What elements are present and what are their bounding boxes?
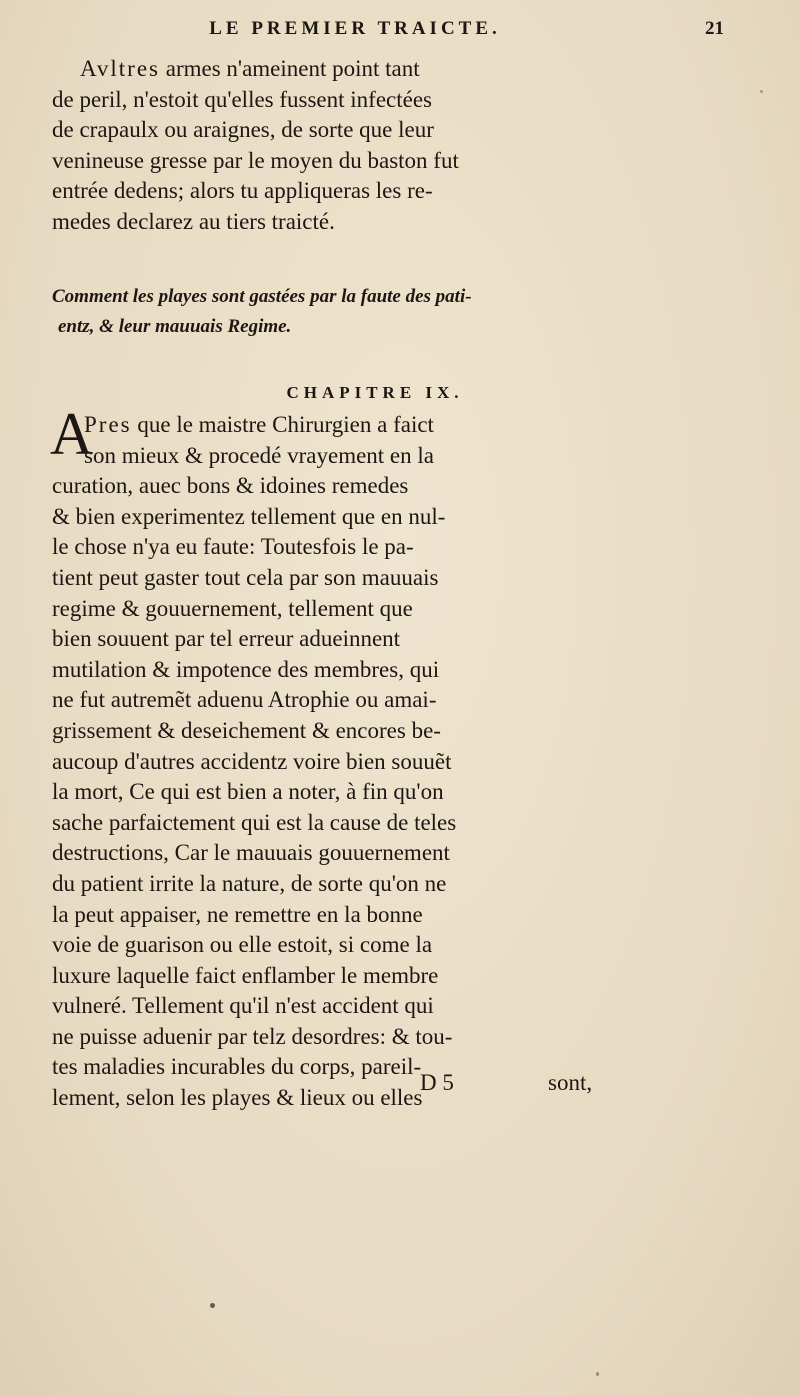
text-line: ne fut autremẽt aduenu Atrophie ou amai- bbox=[52, 687, 437, 713]
section-heading bbox=[52, 282, 622, 342]
text-line: venineuse gresse par le moyen du baston fut bbox=[52, 147, 459, 173]
paper-speck bbox=[760, 90, 763, 93]
line-text: armes n'ameinent point tant bbox=[160, 56, 420, 81]
paper-speck bbox=[596, 1372, 599, 1376]
text-line: sache parfaictement qui est la cause de teles bbox=[52, 809, 457, 835]
text-line: tes maladies incurables du corps, pareil- bbox=[52, 1054, 422, 1080]
text-line: bien souuent par tel erreur adueinnent bbox=[52, 626, 401, 652]
text-line: tient peut gaster tout cela par son mauuais bbox=[52, 564, 439, 590]
text-line: medes declarez au tiers traicté. bbox=[52, 208, 335, 234]
text-line: lement, selon les playes & lieux ou elles bbox=[52, 1085, 423, 1111]
text-line: entrée dedens; alors tu appliqueras les re- bbox=[52, 178, 433, 204]
line-text: que le maistre Chirurgien a faict bbox=[131, 412, 434, 437]
paragraph-1 bbox=[52, 54, 622, 238]
paragraph-2 bbox=[52, 410, 622, 1114]
text-line: la mort, Ce qui est bien a noter, à fin qu'on bbox=[52, 779, 444, 805]
text-line: le chose n'ya eu faute: Toutesfois le pa- bbox=[52, 534, 414, 560]
chapter-title: CHAPITRE IX. bbox=[286, 383, 464, 402]
catchword: sont, bbox=[548, 1070, 593, 1095]
text-line: aucoup d'autres accidentz voire bien souuẽt bbox=[52, 748, 452, 774]
text-line bbox=[52, 410, 622, 441]
text-line: voie de guarison ou elle estoit, si come la bbox=[52, 932, 433, 958]
text-line: regime & gouuernement, tellement que bbox=[52, 595, 413, 621]
running-title: LE PREMIER TRAICTE. bbox=[209, 18, 501, 39]
text-line bbox=[52, 54, 622, 85]
page-number: 21 bbox=[705, 18, 724, 39]
text-line: curation, auec bons & idoines remedes bbox=[52, 473, 409, 499]
text-line: grissement & deseichement & encores be- bbox=[52, 717, 441, 743]
text-line: de peril, n'estoit qu'elles fussent infectées bbox=[52, 86, 433, 112]
text-line: du patient irrite la nature, de sorte qu'on ne bbox=[52, 870, 447, 896]
text-line: de crapaulx ou araignes, de sorte que leur bbox=[52, 117, 434, 143]
text-line: & bien experimentez tellement que en nul- bbox=[52, 503, 446, 529]
text-line: son mieux & procedé vrayement en la bbox=[84, 442, 434, 468]
text-line: mutilation & impotence des membres, qui bbox=[52, 656, 440, 682]
small-caps-opening: Avltres bbox=[80, 56, 161, 81]
small-caps-opening: Pres bbox=[84, 412, 132, 437]
signature-mark: D 5 bbox=[420, 1070, 454, 1095]
text-line: vulneré. Tellement qu'il n'est accident qui bbox=[52, 993, 434, 1019]
heading-line: Comment les playes sont gastées par la faute des pati- bbox=[52, 286, 472, 307]
running-head bbox=[0, 18, 800, 48]
drop-cap: A bbox=[50, 401, 94, 467]
text-line: la peut appaiser, ne remettre en la bonne bbox=[52, 901, 423, 927]
text-line: luxure laquelle faict enflamber le membre bbox=[52, 962, 439, 988]
text-line: destructions, Car le mauuais gouuernement bbox=[52, 840, 450, 866]
text-line: ne puisse aduenir par telz desordres: & tou- bbox=[52, 1023, 453, 1049]
heading-line: entz, & leur mauuais Regime. bbox=[58, 316, 292, 337]
paper-speck bbox=[210, 1303, 215, 1308]
